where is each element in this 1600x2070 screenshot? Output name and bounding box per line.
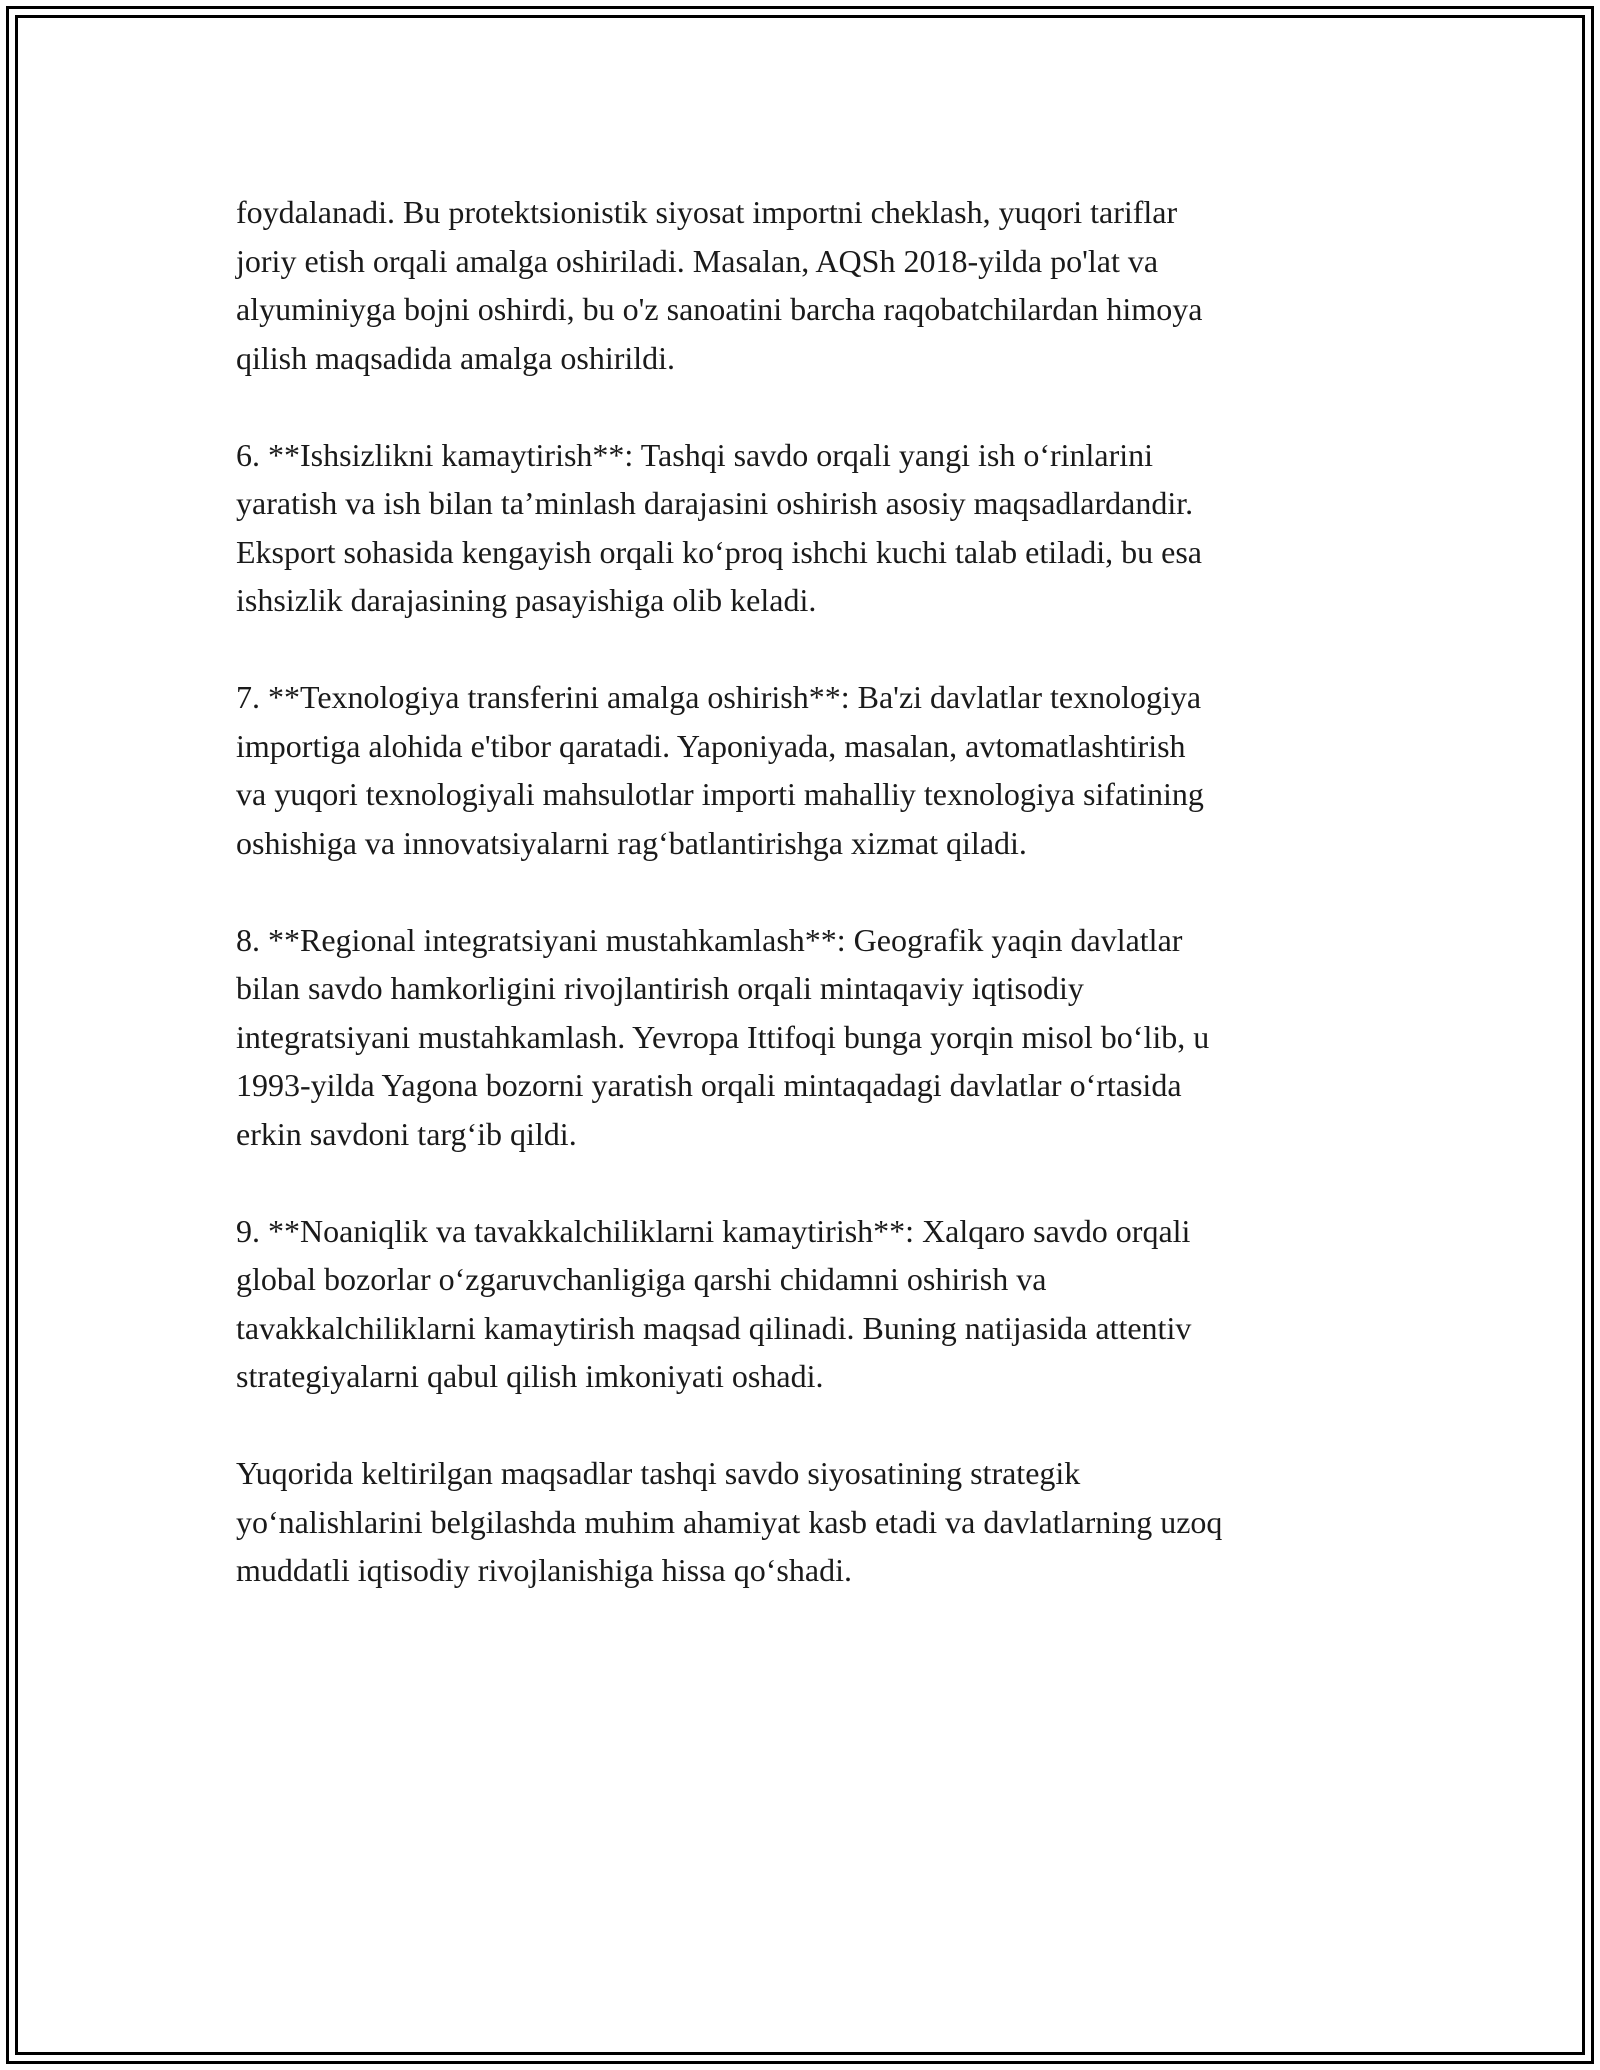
text-line: joriy etish orqali amalga oshiriladi. Masalan, AQSh 2018-yilda po'lat va	[236, 242, 1159, 279]
paragraph-item-6	[236, 431, 1376, 625]
text-line: 7. **Texnologiya transferini amalga oshirish**: Ba'zi davlatlar texnologiya	[236, 679, 1202, 715]
text-line: Yuqorida keltirilgan maqsadlar tashqi savdo siyosatining strategik	[236, 1455, 1081, 1491]
paragraph-item-7	[236, 673, 1376, 867]
text-line: yaratish va ish bilan ta’minlash darajasini oshirish asosiy maqsadlardandir.	[236, 485, 1194, 521]
text-line: Eksport sohasida kengayish orqali ko‘proq ishchi kuchi talab etiladi, bu esa	[236, 533, 1202, 570]
paragraph-intro-continuation	[236, 188, 1376, 382]
text-line: strategiyalarni qabul qilish imkoniyati oshadi.	[236, 1358, 824, 1394]
text-line: va yuqori texnologiyali mahsulotlar importi mahalliy texnologiya sifatining	[236, 776, 1204, 812]
text-line: yo‘nalishlarini belgilashda muhim ahamiyat kasb etadi va davlatlarning uzoq	[236, 1503, 1223, 1540]
text-line: 6. **Ishsizlikni kamaytirish**: Tashqi savdo orqali yangi ish o‘rinlarini	[236, 436, 1154, 473]
text-line: erkin savdoni targ‘ib qildi.	[236, 1115, 577, 1152]
text-line: integratsiyani mustahkamlash. Yevropa Ittifoqi bunga yorqin misol bo‘lib, u	[236, 1018, 1210, 1055]
document-body	[236, 188, 1376, 1643]
text-line: 8. **Regional integratsiyani mustahkamlash**: Geografik yaqin davlatlar	[236, 921, 1183, 958]
text-line: importiga alohida e'tibor qaratadi. Yaponiyada, masalan, avtomatlashtirish	[236, 727, 1186, 764]
text-line: global bozorlar o‘zgaruvchanligiga qarshi chidamni oshirish va	[236, 1261, 1047, 1297]
paragraph-conclusion	[236, 1449, 1376, 1595]
text-line: foydalanadi. Bu protektsionistik siyosat importni cheklash, yuqori tariflar	[236, 194, 1178, 230]
paragraph-item-8	[236, 916, 1376, 1159]
paragraph-item-9	[236, 1207, 1376, 1401]
text-line: bilan savdo hamkorligini rivojlantirish orqali mintaqaviy iqtisodiy	[236, 970, 1084, 1006]
text-line: ishsizlik darajasining pasayishiga olib keladi.	[236, 582, 817, 618]
text-line: muddatli iqtisodiy rivojlanishiga hissa qo‘shadi.	[236, 1552, 852, 1588]
text-line: tavakkalchiliklarni kamaytirish maqsad qilinadi. Buning natijasida attentiv	[236, 1309, 1192, 1346]
text-line: alyuminiyga bojni oshirdi, bu o'z sanoatini barcha raqobatchilardan himoya	[236, 291, 1203, 327]
text-line: 1993-yilda Yagona bozorni yaratish orqali mintaqadagi davlatlar o‘rtasida	[236, 1067, 1182, 1103]
text-line: 9. **Noaniqlik va tavakkalchiliklarni kamaytirish**: Xalqaro savdo orqali	[236, 1212, 1191, 1249]
text-line: oshishiga va innovatsiyalarni rag‘batlantirishga xizmat qiladi.	[236, 824, 1027, 861]
text-line: qilish maqsadida amalga oshirildi.	[236, 339, 676, 376]
